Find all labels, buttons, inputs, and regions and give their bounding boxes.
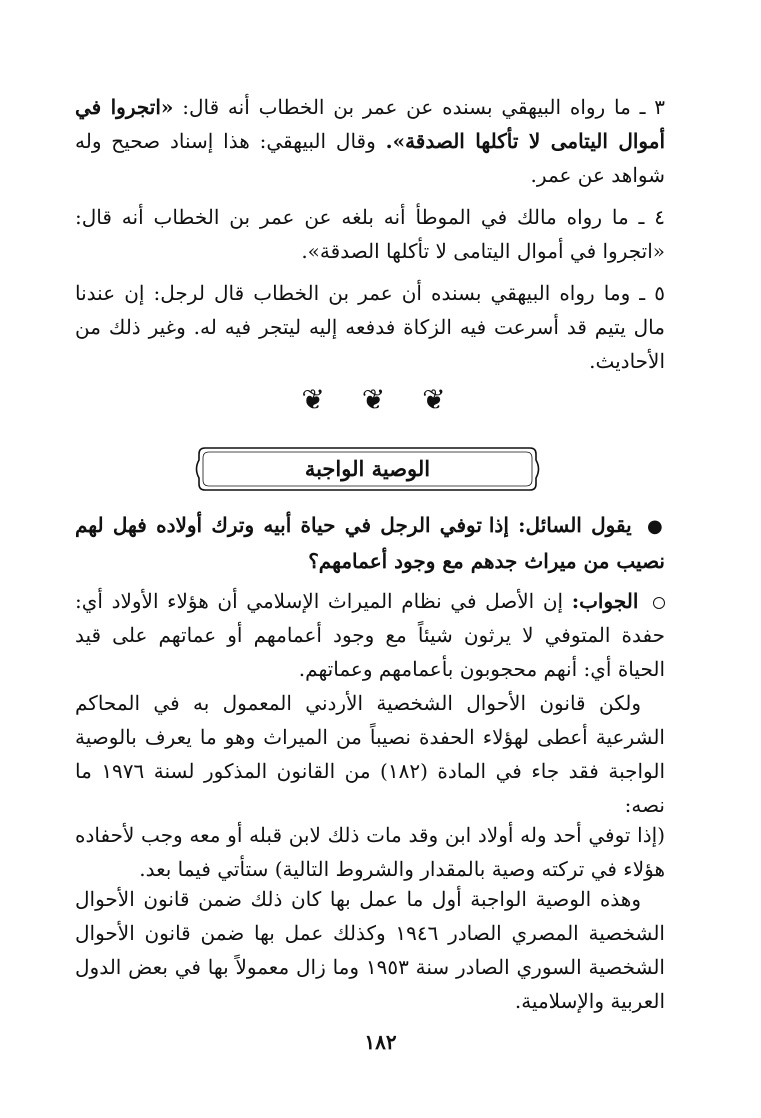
law-intro-text: ولكن قانون الأحوال الشخصية الأردني المعمول به في المحاكم الشرعية أعطى لهؤلاء الحفدة نصيباً من الميراث وهو ما يعرف بالوصية الواجبة فقد جاء في المادة (١٨٢) من القانون المذكور لسنة ١٩٧٦ ما نصه: xyxy=(75,691,666,817)
hadith-item-3-prefix: ٣ ـ ما رواه البيهقي بسنده عن عمر بن الخطاب أنه قال: xyxy=(182,95,666,119)
bullet-icon: ● xyxy=(646,516,665,537)
hadith-item-3-quote: «اتجروا في أموال اليتامى لا تأكلها الصدقة». xyxy=(75,95,666,153)
ornament-divider-icon: ❦ ❦ ❦ xyxy=(301,383,460,416)
law-note-text: وهذه الوصية الواجبة أول ما عمل بها كان ذلك ضمن قانون الأحوال الشخصية المصري الصادر ١٩٤٦ وكذلك عمل بها ضمن قانون الأحوال الشخصية السوري الصادر سنة ١٩٥٣ وما زال معمولاً بها في بعض الدول العربية والإسلامية. xyxy=(75,887,665,1013)
law-quote-paragraph xyxy=(75,818,665,886)
question-block xyxy=(75,508,665,578)
hadith-item-4 xyxy=(75,200,665,268)
section-title-frame xyxy=(193,442,542,496)
answer-block xyxy=(75,584,665,686)
hadith-item-5-text: ٥ ـ وما رواه البيهقي بسنده أن عمر بن الخطاب قال لرجل: إن عندنا مال يتيم قد أسرعت فيه الزكاة فدفعه إليه ليتجر فيه له. وغير ذلك من الأحاديث. xyxy=(75,281,665,373)
hadith-item-3 xyxy=(75,90,665,192)
answer-label: الجواب: xyxy=(571,589,639,613)
section-title: الوصية الواجبة xyxy=(304,456,431,481)
hadith-item-4-text: ٤ ـ ما رواه مالك في الموطأ أنه بلغه عن عمر بن الخطاب أنه قال: «اتجروا في أموال اليتامى لا تأكلها الصدقة». xyxy=(75,205,665,263)
question-label: يقول السائل: xyxy=(518,513,632,537)
law-intro-paragraph xyxy=(75,686,665,822)
open-circle-icon xyxy=(653,597,665,609)
law-quote-text: (إذا توفي أحد وله أولاد ابن وقد مات ذلك لابن قبله أو معه وجب لأحفاده هؤلاء في تركته وصية بالمقدار والشروط التالية) ستأتي فيما بعد. xyxy=(75,823,665,881)
answer-text: إن الأصل في نظام الميراث الإسلامي أن هؤلاء الأولاد أي: حفدة المتوفي لا يرثون شيئاً مع وجود أعمامهم أو عماتهم على قيد الحياة أي: أنهم محجوبون بأعمامهم وعماتهم. xyxy=(75,589,665,681)
page-number: ١٨٢ xyxy=(364,1030,397,1054)
hadith-item-5 xyxy=(75,276,665,378)
hadith-item-3-suffix: وقال البيهقي: هذا إسناد صحيح وله شواهد عن عمر. xyxy=(75,129,665,187)
law-note-paragraph xyxy=(75,882,665,1018)
question-text: إذا توفي الرجل في حياة أبيه وترك أولاده فهل لهم نصيب من ميراث جدهم مع وجود أعمامهم؟ xyxy=(75,513,665,573)
